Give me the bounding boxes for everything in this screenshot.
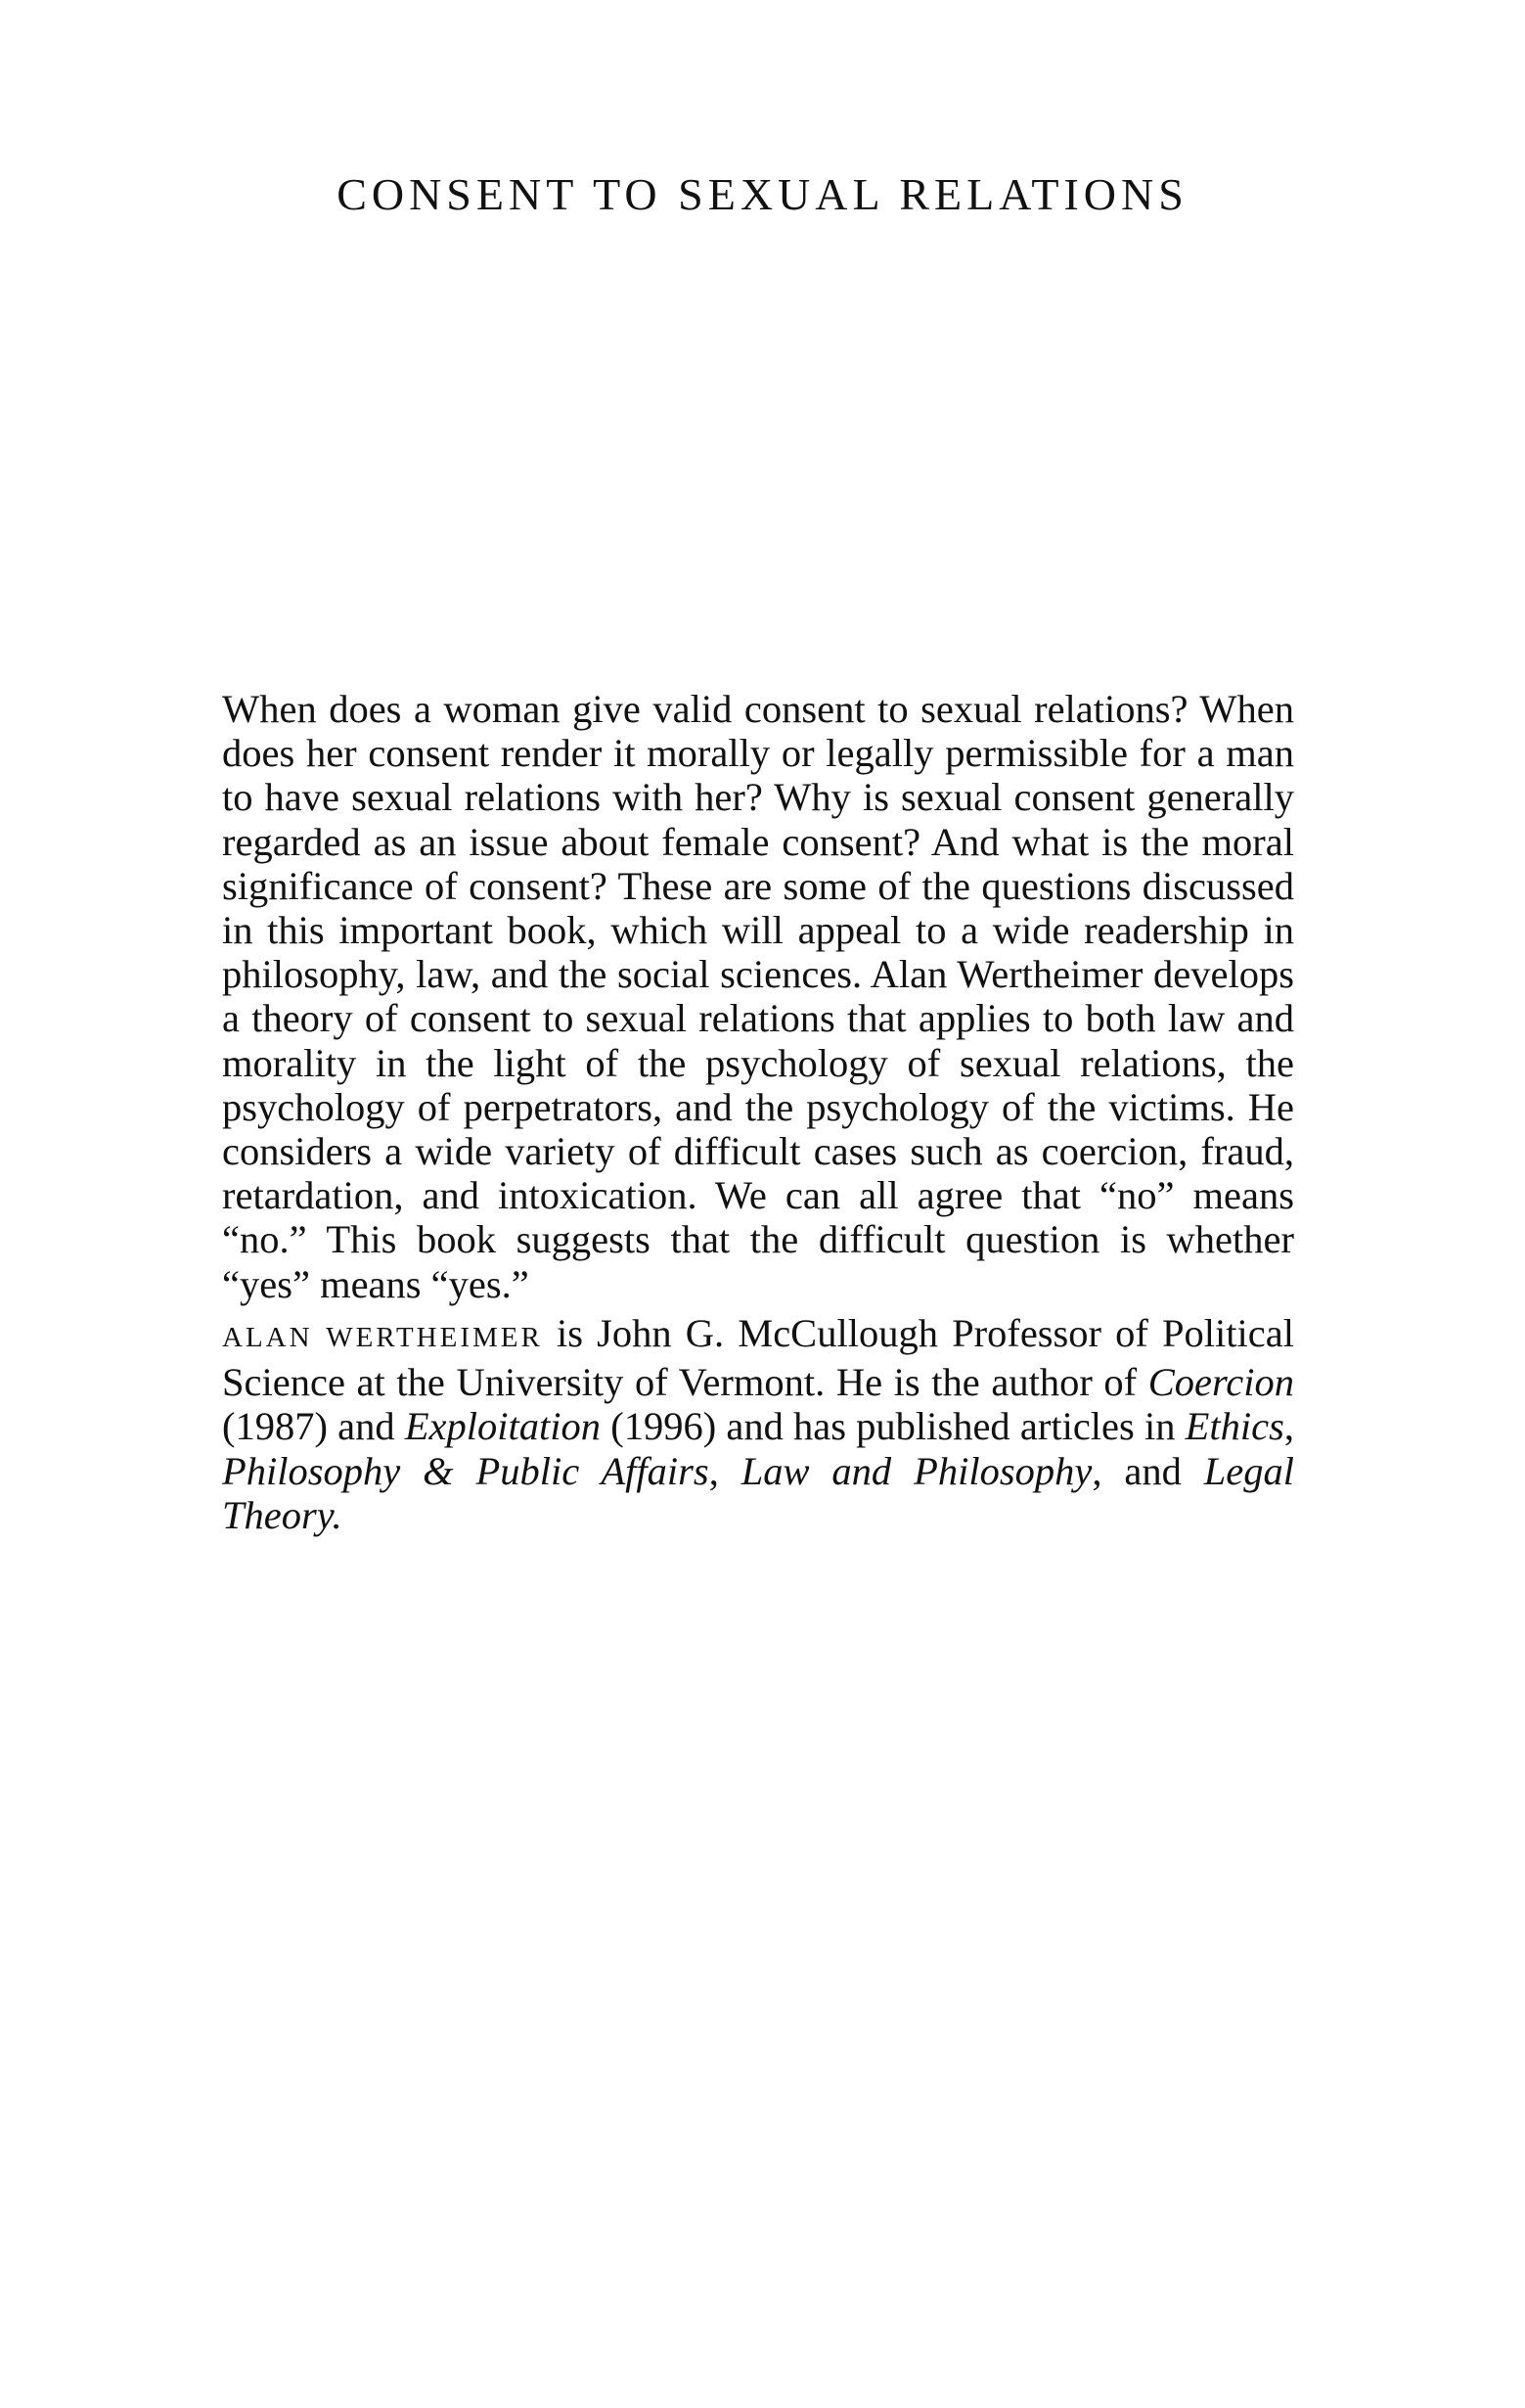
journal-legal-theory: Legal Theory. bbox=[222, 1448, 1294, 1537]
bio-text: is John G. McCullough Professor of Political Science at the University of Vermont. He is the author of bbox=[222, 1311, 1295, 1405]
bio-text: , and bbox=[1092, 1448, 1204, 1493]
bio-text: , bbox=[1283, 1404, 1294, 1449]
book-title: CONSENT TO SEXUAL RELATIONS bbox=[336, 169, 1189, 219]
journal-philosophy-public-affairs: Philosophy & Public Affairs bbox=[222, 1448, 709, 1493]
journal-ethics: Ethics bbox=[1185, 1404, 1284, 1449]
book-description: When does a woman give valid consent to sexual relations? When does her consent render it morally or legally permissible for a man to have sexual relations with her? Why is sexual consent generally regarded as an issue about female consent? And what is the moral significance of consent? These are some of the questions discussed in this important book, which will appeal to a wide readership in philosophy, law, and the social sciences. Alan Wertheimer develops a theory of consent to sexual relations that applies to both law and morality in the light of the psychology of sexual relations, the psychology of perpetrators, and the psychology of the victims. He considers a wide variety of difficult cases such as coercion, fraud, retardation, and intoxication. We can all agree that “no” means “no.” This book suggests that the difficult question is whether “yes” means “yes.” bbox=[222, 687, 1294, 1306]
book-title-coercion: Coercion bbox=[1147, 1360, 1294, 1405]
author-name: ALAN WERTHEIMER bbox=[222, 1322, 543, 1353]
bio-text: (1996) and has published articles in bbox=[601, 1404, 1186, 1449]
journal-law-and-philosophy: Law and Philosophy bbox=[740, 1448, 1093, 1493]
author-bio bbox=[222, 1311, 1294, 1537]
bio-text: (1987) and bbox=[222, 1404, 405, 1449]
book-title-exploitation: Exploitation bbox=[404, 1404, 602, 1449]
bio-text: , bbox=[708, 1448, 741, 1493]
